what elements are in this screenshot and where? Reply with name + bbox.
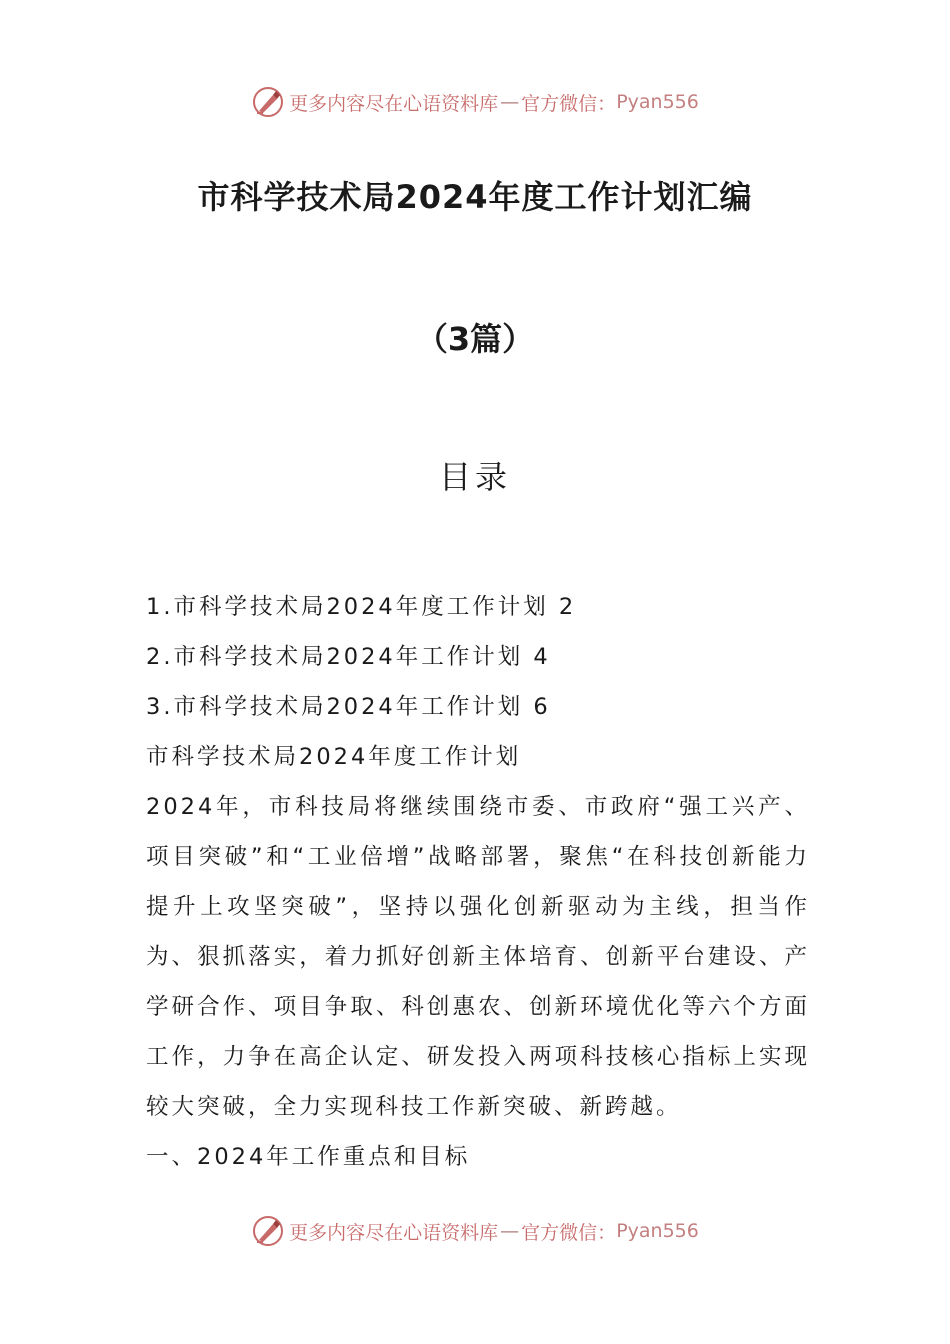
document-body [146, 582, 810, 1182]
section-heading-1: 一、2024年工作重点和目标 [146, 1144, 471, 1170]
section-title: 市科学技术局2024年度工作计划 [146, 744, 522, 770]
watermark-separator: — [500, 1220, 520, 1242]
toc-entry-1[interactable]: 1.市科学技术局2024年度工作计划 2 [146, 594, 577, 620]
pen-logo-icon [251, 85, 285, 119]
watermark-banner-bottom [0, 1211, 950, 1251]
watermark-text: 更多内容尽在心语资料库 [289, 92, 499, 115]
toc-entry-3[interactable]: 3.市科学技术局2024年工作计划 6 [146, 694, 551, 720]
watermark-wechat-id: Pyan556 [616, 91, 699, 113]
watermark-banner-top [0, 82, 950, 122]
watermark-wechat-id: Pyan556 [616, 1220, 699, 1242]
document-subtitle: （3篇） [415, 320, 535, 358]
toc-heading: 目录 [438, 458, 511, 496]
watermark-contact-label: 官方微信： [521, 92, 617, 115]
watermark-separator: — [500, 91, 520, 113]
intro-paragraph: 2024年，市科技局将继续围绕市委、市政府“强工兴产、项目突破”和“工业倍增”战略部署，聚焦“在科技创新能力提升上攻坚突破”，坚持以强化创新驱动为主线，担当作为、狠抓落实，着力抓好创新主体培育、创新平台建设、产学研合作、项目争取、科创惠农、创新环境优化等六个方面工作，力争在高企认定、研发投入两项科技核心指标上实现较大突破，全力实现科技工作新突破、新跨越。 [146, 794, 810, 1120]
watermark-contact-label: 官方微信： [521, 1221, 617, 1244]
document-title: 市科学技术局2024年度工作计划汇编 [197, 178, 753, 216]
pen-logo-icon [251, 1214, 285, 1248]
watermark-text: 更多内容尽在心语资料库 [289, 1221, 499, 1244]
toc-entry-2[interactable]: 2.市科学技术局2024年工作计划 4 [146, 644, 551, 670]
